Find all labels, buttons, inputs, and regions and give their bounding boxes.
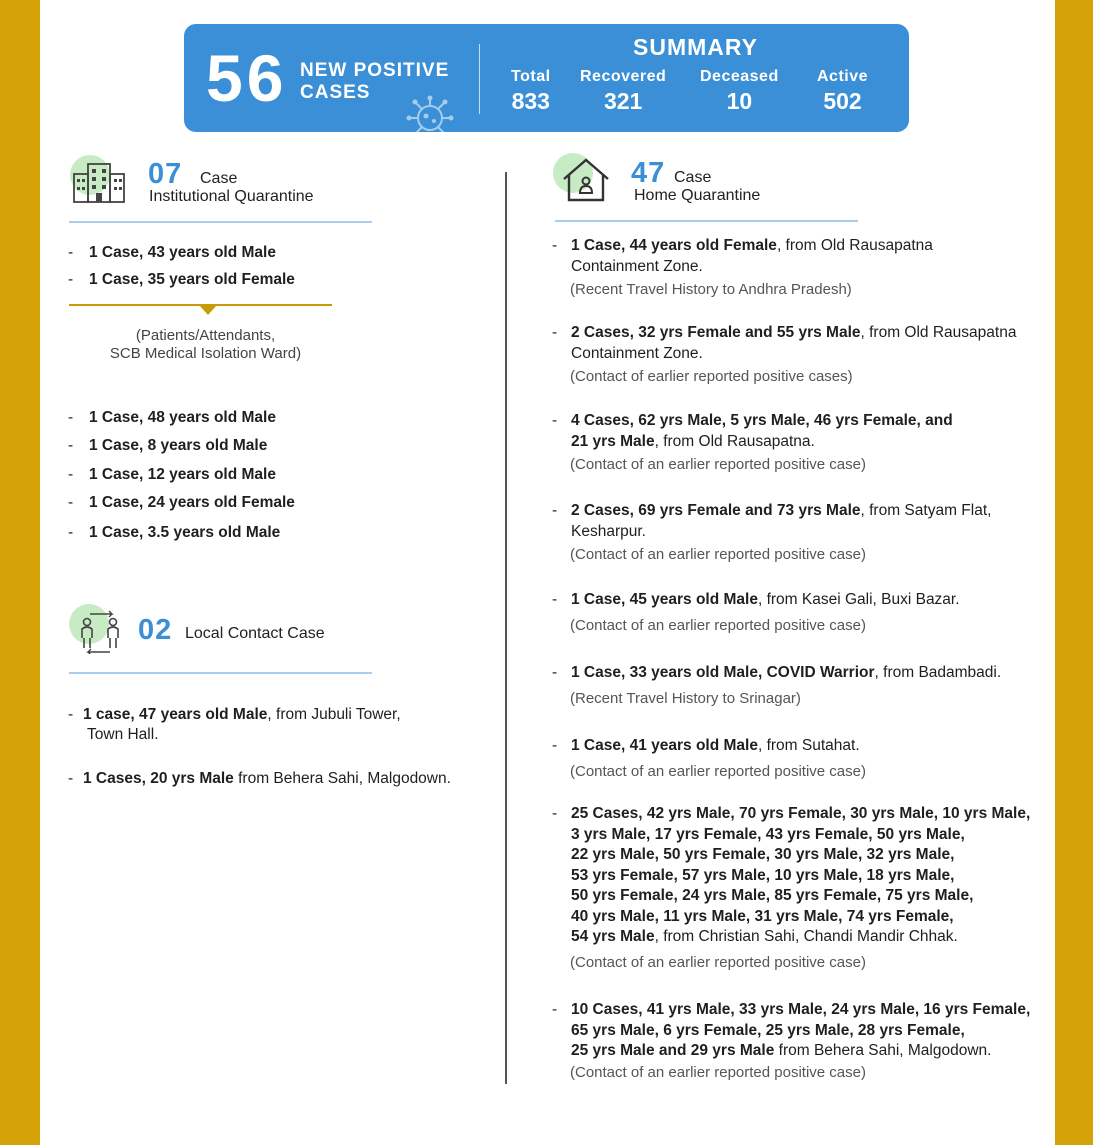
list-item: - 2 Cases, 32 yrs Female and 55 yrs Male, from Old Rausapatna xyxy=(552,324,1017,341)
list-item-note: (Contact of an earlier reported positive case) xyxy=(570,456,866,473)
section-divider xyxy=(69,672,372,674)
list-item-note: (Contact of earlier reported positive cases) xyxy=(570,368,853,385)
list-item-continuation: 65 yrs Male, 6 yrs Female, 25 yrs Male, 28 yrs Female, xyxy=(571,1021,965,1039)
list-item: - 4 Cases, 62 yrs Male, 5 yrs Male, 46 yrs Female, and xyxy=(552,412,953,429)
list-item-note: (Recent Travel History to Andhra Pradesh) xyxy=(570,281,852,298)
contact-people-icon xyxy=(76,610,124,654)
list-item-continuation: Containment Zone. xyxy=(571,344,703,362)
stat-label: Deceased xyxy=(700,68,779,85)
stat-value: 321 xyxy=(603,88,643,114)
list-item-note: (Contact of an earlier reported positive case) xyxy=(570,616,866,634)
stat-active xyxy=(817,68,868,115)
home-icon xyxy=(561,157,611,203)
stat-value: 10 xyxy=(726,88,753,114)
list-item-continuation: 40 yrs Male, 11 yrs Male, 31 yrs Male, 74 yrs Female, xyxy=(571,907,954,925)
list-item: - 1 Case, 41 years old Male, from Sutahat. xyxy=(552,737,860,754)
institutional-subtitle: Institutional Quarantine xyxy=(149,188,314,205)
list-item: - 1 Case, 12 years old Male xyxy=(68,466,276,483)
virus-icon xyxy=(406,94,458,132)
list-item: - 1 Case, 43 years old Male xyxy=(68,244,276,261)
banner-divider xyxy=(479,44,480,114)
list-item-note: (Recent Travel History to Srinagar) xyxy=(570,689,801,707)
list-item-continuation: 21 yrs Male, from Old Rausapatna. xyxy=(571,432,815,450)
list-item-continuation: 54 yrs Male, from Christian Sahi, Chandi Mandir Chhak. xyxy=(571,928,958,945)
stat-value: 502 xyxy=(823,88,862,114)
list-item: - 1 case, 47 years old Male, from Jubuli Tower, xyxy=(68,706,401,723)
new-cases-label-2: CASES xyxy=(300,82,371,103)
list-item-note: (Contact of an earlier reported positive case) xyxy=(570,546,866,563)
section-divider xyxy=(555,220,858,222)
local-contact-title: Local Contact Case xyxy=(185,625,325,642)
institutional-count: 07 xyxy=(148,158,183,190)
summary-title: SUMMARY xyxy=(633,34,758,60)
list-item: - 25 Cases, 42 yrs Male, 70 yrs Female, 30 yrs Male, 10 yrs Male, xyxy=(552,805,1031,822)
list-item: - 1 Case, 24 years old Female xyxy=(68,494,295,511)
list-item-continuation: 25 yrs Male and 29 yrs Male from Behera Sahi, Malgodown. xyxy=(571,1042,992,1059)
list-item: - 1 Cases, 20 yrs Male from Behera Sahi, Malgodown. xyxy=(68,770,451,787)
home-count: 47 xyxy=(631,157,666,189)
building-icon xyxy=(72,162,128,204)
list-item: - 1 Case, 3.5 years old Male xyxy=(68,524,281,541)
list-item-continuation: Kesharpur. xyxy=(571,522,646,540)
list-item-continuation: 53 yrs Female, 57 yrs Male, 10 yrs Male, 18 yrs Male, xyxy=(571,866,955,884)
list-item: - 1 Case, 44 years old Female, from Old Rausapatna xyxy=(552,237,933,254)
list-item: - 1 Case, 45 years old Male, from Kasei Gali, Buxi Bazar. xyxy=(552,591,960,608)
ward-note-line: SCB Medical Isolation Ward) xyxy=(109,345,302,362)
stat-label: Total xyxy=(511,68,551,85)
ward-note-line: (Patients/Attendants, xyxy=(135,327,276,344)
list-item: - 10 Cases, 41 yrs Male, 33 yrs Male, 24 yrs Male, 16 yrs Female, xyxy=(552,1001,1031,1018)
institutional-case-word: Case xyxy=(200,170,238,187)
list-item-note: (Contact of an earlier reported positive case) xyxy=(570,1063,866,1081)
pointer-triangle xyxy=(200,306,216,315)
summary-banner xyxy=(184,24,909,132)
local-contact-count: 02 xyxy=(138,614,173,646)
ward-note xyxy=(68,327,343,363)
list-item-continuation: 3 yrs Male, 17 yrs Female, 43 yrs Female, 50 yrs Male, xyxy=(571,825,965,843)
list-item: - 2 Cases, 69 yrs Female and 73 yrs Male, from Satyam Flat, xyxy=(552,502,992,519)
stat-label: Recovered xyxy=(580,68,667,85)
list-item-continuation: 50 yrs Female, 24 yrs Male, 85 yrs Female, 75 yrs Male, xyxy=(571,887,974,904)
bulletin-card xyxy=(40,0,1055,1145)
stat-deceased xyxy=(700,68,779,115)
section-divider xyxy=(69,221,372,223)
stat-label: Active xyxy=(817,68,869,85)
list-item: - 1 Case, 48 years old Male xyxy=(68,409,276,426)
column-divider xyxy=(505,172,507,1084)
list-item-continuation: Containment Zone. xyxy=(571,257,703,275)
list-item-note: (Contact of an earlier reported positive case) xyxy=(570,762,866,780)
list-item-continuation: 22 yrs Male, 50 yrs Female, 30 yrs Male, 32 yrs Male, xyxy=(571,846,955,863)
list-item-continuation: Town Hall. xyxy=(87,726,159,743)
stat-value: 833 xyxy=(511,88,550,114)
list-item: - 1 Case, 8 years old Male xyxy=(68,437,268,454)
new-cases-count: 56 xyxy=(206,41,288,115)
home-case-word: Case xyxy=(674,169,712,186)
list-item: - 1 Case, 33 years old Male, COVID Warrior, from Badambadi. xyxy=(552,664,1002,681)
stat-total xyxy=(511,68,551,115)
home-subtitle: Home Quarantine xyxy=(634,187,761,204)
new-cases-label-1: NEW POSITIVE xyxy=(300,60,450,81)
list-item-note: (Contact of an earlier reported positive case) xyxy=(570,953,866,971)
stat-recovered xyxy=(580,68,666,115)
list-item: - 1 Case, 35 years old Female xyxy=(68,271,295,288)
